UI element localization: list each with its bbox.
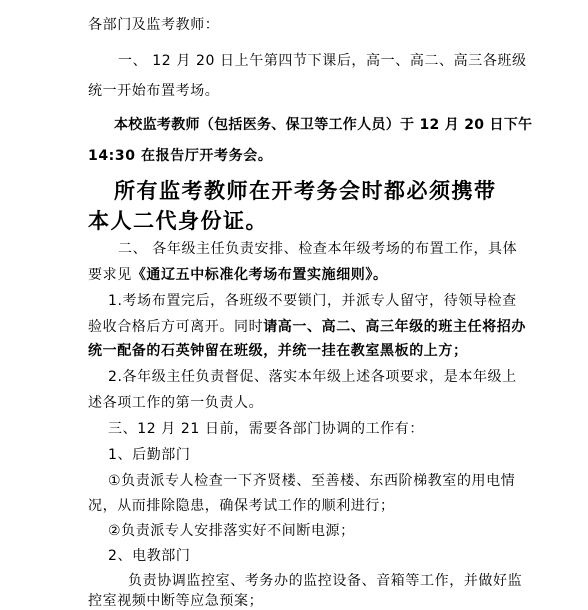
paragraph-2-line-1: 本校监考教师（包括医务、保卫等工作人员）于 12 月 20 日下午 xyxy=(114,117,533,133)
paragraph-4-line-1: 二、 各年级主任负责安排、检查本年级考场的布置工作，具体 xyxy=(118,241,518,257)
paragraph-1-line-2: 统一开始布置考场。 xyxy=(88,83,220,99)
paragraph-5-line-3: 统一配备的石英钟留在班级，并统一挂在教室黑板的上方； xyxy=(88,343,468,359)
paragraph-6-line-2: 述各项工作的第一负责人。 xyxy=(88,395,264,411)
paragraph-2-line-2: 14:30 在报告厅开考务会。 xyxy=(88,148,273,164)
paragraph-4-line-2 xyxy=(88,266,388,284)
paragraph-5-line-1: 1.考场布置完后，各班级不要锁门，并派专人留守，待领导检查 xyxy=(108,293,517,309)
salutation: 各部门及监考教师： xyxy=(88,17,220,33)
paragraph-12-line-2: 控室视频中断等应急预案； xyxy=(88,593,264,609)
paragraph-8-line-1: 1、后勤部门 xyxy=(108,447,191,463)
paragraph-3-line-2: 本人二代身份证。 xyxy=(88,209,268,233)
paragraph-7-line-1: 三、12 月 21 日前，需要各部门协调的工作有： xyxy=(108,421,424,437)
paragraph-12-line-1: 负责协调监控室、考务办的监控设备、音箱等工作，并做好监 xyxy=(128,573,523,589)
paragraph-4-text: 要求见 xyxy=(88,267,132,283)
paragraph-11-line-1: 2、电教部门 xyxy=(108,548,191,564)
paragraph-5-emphasis: 请高一、高二、高三年级的班主任将招办 xyxy=(263,319,527,335)
paragraph-5-line-2 xyxy=(88,318,526,336)
paragraph-5-text: 验收合格后方可离开。同时 xyxy=(88,319,264,335)
paragraph-9-line-2: 况，从而排除隐患，确保考试工作的顺利进行； xyxy=(88,498,395,514)
paragraph-10-line-1: ②负责派专人安排落实好不间断电源； xyxy=(108,523,355,539)
paragraph-3-line-1: 所有监考教师在开考务会时都必须携带 xyxy=(114,179,497,203)
paragraph-9-line-1: ①负责派专人检查一下齐贤楼、至善楼、东西阶梯教室的用电情 xyxy=(108,473,516,489)
paragraph-1-line-1: 一、 12 月 20 日上午第四节下课后，高一、高二、高三各班级 xyxy=(118,53,527,69)
paragraph-4-document-title: 《通辽五中标准化考场布置实施细则》。 xyxy=(131,267,388,283)
paragraph-6-line-1: 2.各年级主任负责督促、落实本年级上述各项要求，是本年级上 xyxy=(108,369,517,385)
